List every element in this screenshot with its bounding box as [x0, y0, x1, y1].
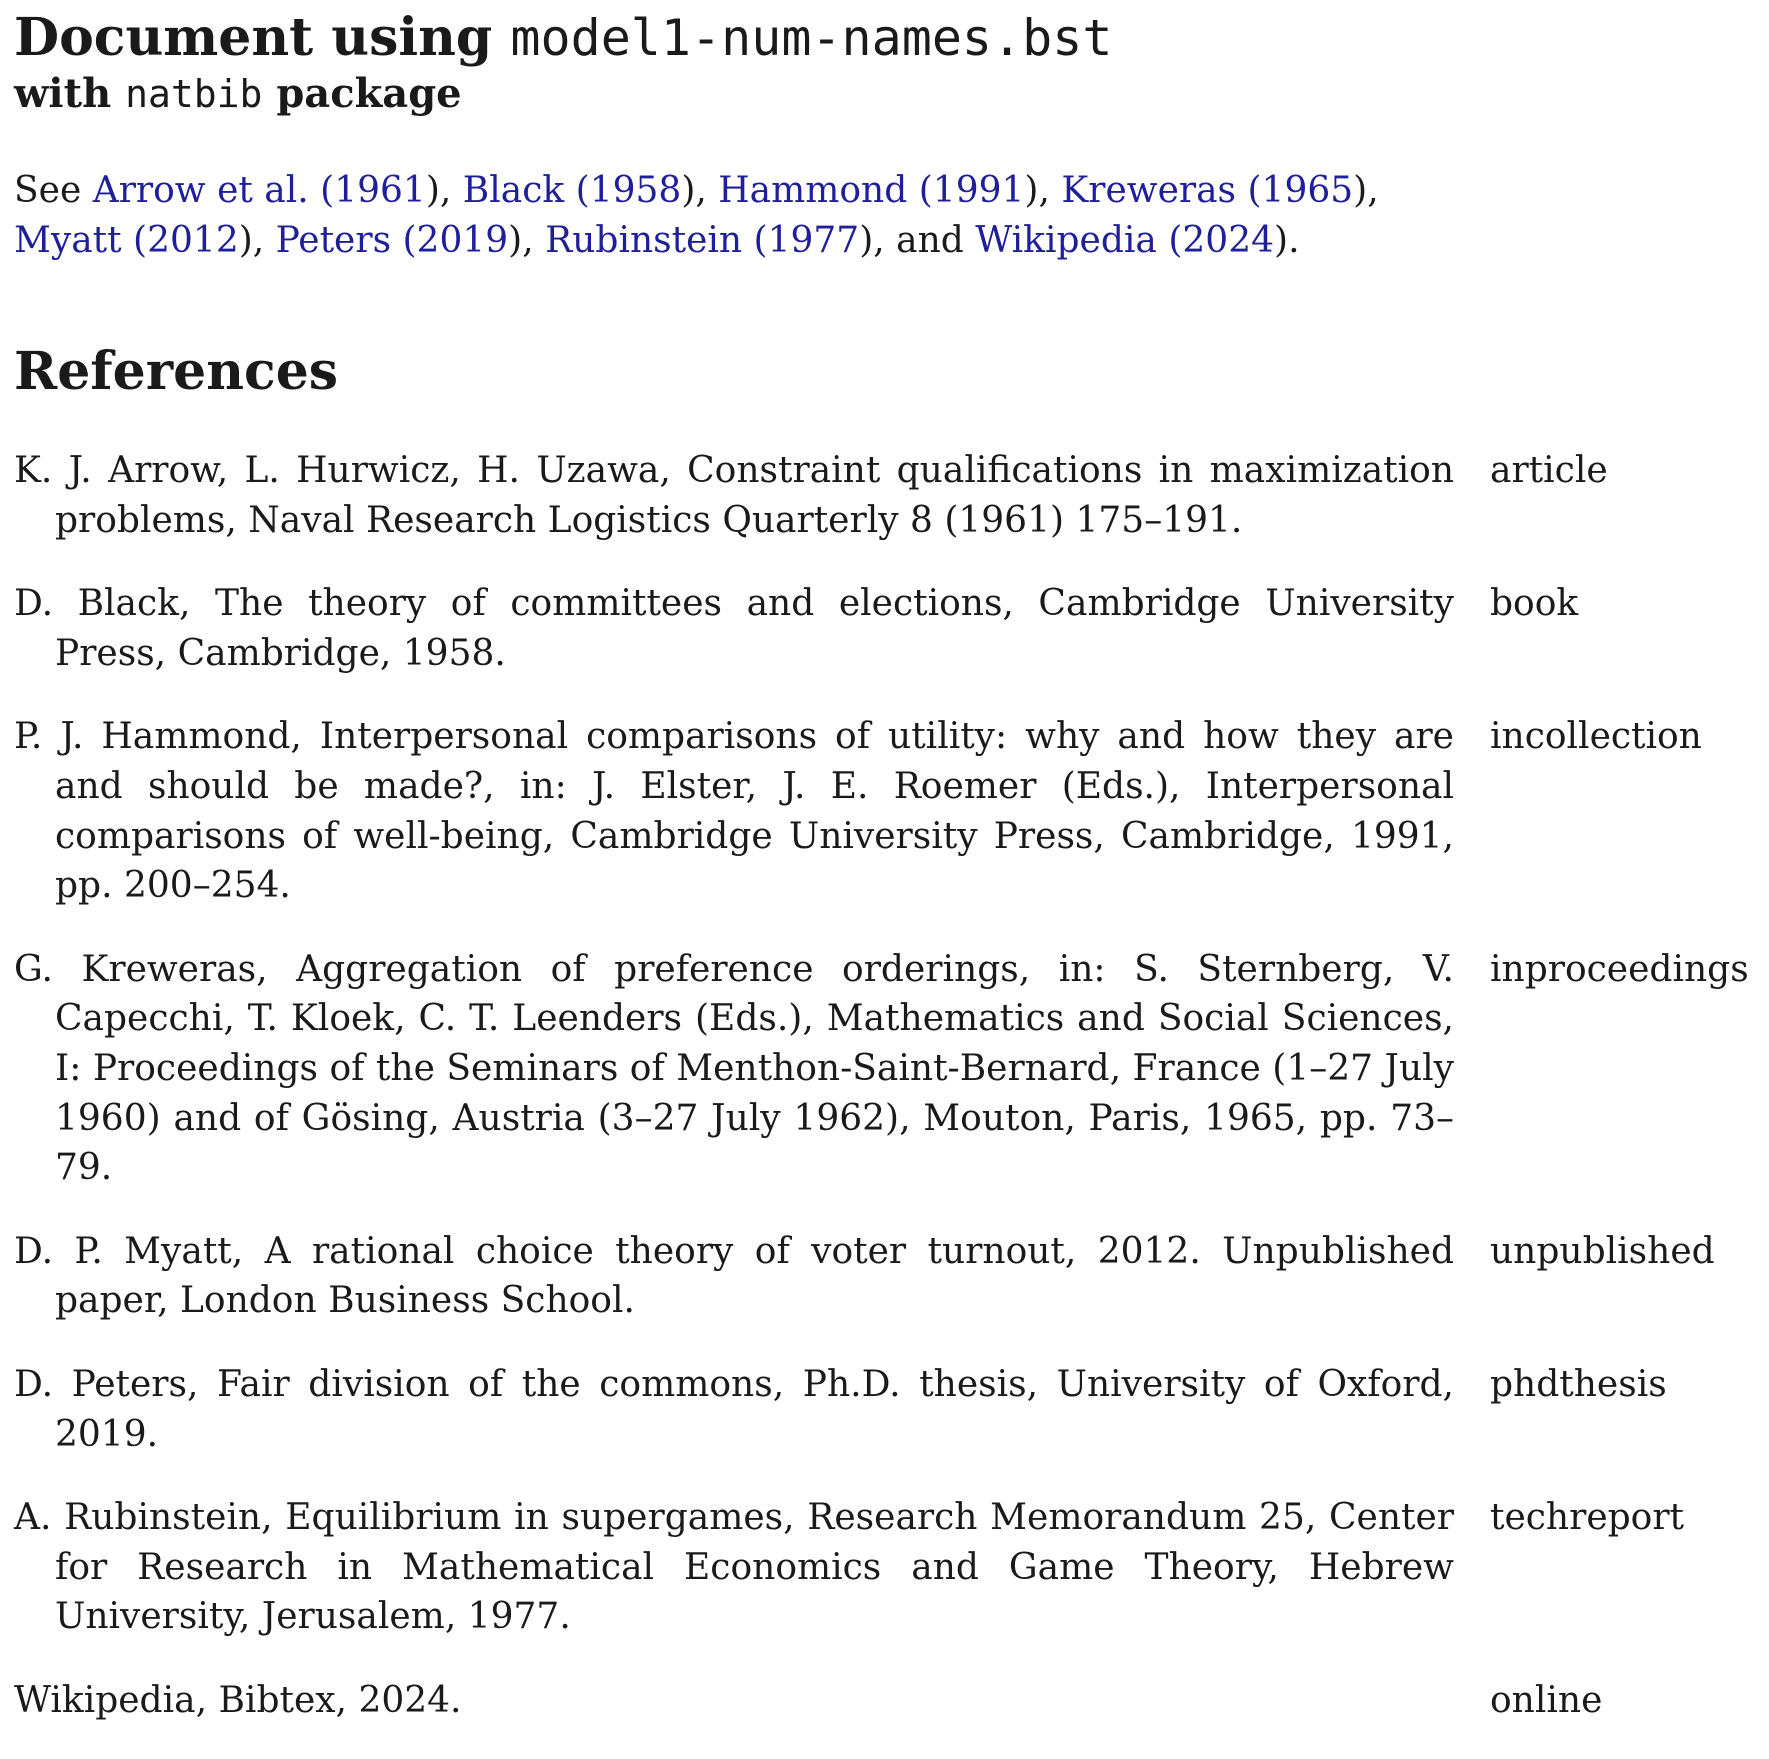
citation-link[interactable]: Arrow et al. (1961: [92, 170, 426, 211]
citation-year: 1958: [589, 170, 682, 211]
citation-separator: ,: [252, 220, 276, 261]
reference-text: D. P. Myatt, A rational choice theory of voter turnout, 2012. Unpublished paper, London Business School.: [14, 1230, 1454, 1322]
reference-text: G. Kreweras, Aggregation of preference orderings, in: S. Sternberg, V. Capecchi, T. Kloek, C. T. Leenders (Eds.), Mathematics and Social Sciences, I: Proceedings of the Seminars of Menthon-Saint-Bernard, France (1–27 July 1960) and of Gösing, Austria (3–27 July 1962), Mouton, Paris, 1965, pp. 73–79.: [14, 948, 1454, 1189]
citation-link[interactable]: Hammond (1991: [718, 170, 1025, 211]
citation-link[interactable]: Kreweras (1965: [1061, 170, 1354, 211]
document-title: [14, 6, 1112, 70]
citation-year: 1977: [767, 220, 860, 261]
citation-separator: ,: [1038, 170, 1062, 211]
citation-author: Peters: [275, 220, 392, 261]
reference-entry: [14, 1493, 1754, 1642]
title-filename: model1-num-names.bst: [510, 9, 1113, 67]
citation-separator: .: [1288, 220, 1300, 261]
citation-year: 2024: [1182, 220, 1275, 261]
reference-entry: [14, 446, 1754, 545]
citation-separator: ,: [695, 170, 719, 211]
reference-type: phdthesis: [1490, 1363, 1667, 1405]
citation-author: Kreweras: [1061, 170, 1237, 211]
subtitle-prefix: with: [14, 70, 126, 117]
reference-type: inproceedings: [1490, 948, 1749, 990]
citation-year: 1961: [334, 170, 426, 211]
reference-type: online: [1490, 1679, 1603, 1721]
citation-link[interactable]: Black (1958: [462, 170, 682, 211]
reference-text: D. Black, The theory of committees and elections, Cambridge University Press, Cambridge, 1958.: [14, 583, 1454, 674]
subtitle-package: natbib: [125, 72, 263, 116]
reference-entry: [14, 712, 1754, 910]
citation-author: Myatt: [14, 220, 122, 261]
citation-year: 1991: [932, 170, 1025, 211]
reference-text: P. J. Hammond, Interpersonal comparisons of utility: why and how they are and should be made?, in: J. Elster, J. E. Roemer (Eds.), Interpersonal comparisons of well-being, Cambridge University Press, Cambridge, 1991, pp. 200–254.: [14, 716, 1454, 907]
reference-text: Wikipedia, Bibtex, 2024.: [14, 1679, 462, 1721]
reference-type: incollection: [1490, 716, 1702, 758]
reference-type: article: [1490, 450, 1608, 491]
reference-text: A. Rubinstein, Equilibrium in supergames, Research Memorandum 25, Center for Research in Mathematical Economics and Game Theory, Hebrew University, Jerusalem, 1977.: [14, 1497, 1454, 1638]
subtitle-suffix: package: [262, 70, 462, 117]
citation-author: Arrow et al.: [92, 170, 309, 211]
citation-link[interactable]: Rubinstein (1977: [545, 220, 860, 261]
citation-author: Wikipedia: [975, 220, 1157, 261]
reference-entry: [14, 1360, 1754, 1459]
citation-separator: , and: [873, 220, 976, 261]
citation-author: Black: [462, 170, 565, 211]
citation-separator: ,: [439, 170, 463, 211]
citation-author: Hammond: [718, 170, 908, 211]
intro-lead: See: [14, 170, 93, 211]
references-heading: References: [14, 341, 339, 402]
citation-link[interactable]: Peters (2019: [275, 220, 509, 261]
citation-year: 2012: [147, 220, 239, 261]
citation-author: Rubinstein: [545, 220, 743, 261]
reference-entry: [14, 945, 1754, 1193]
reference-type: techreport: [1490, 1497, 1685, 1539]
citation-separator: ,: [522, 220, 546, 261]
citation-year: 2019: [416, 220, 509, 261]
citation-link[interactable]: Wikipedia (2024: [975, 220, 1275, 261]
reference-entry: [14, 1676, 1754, 1726]
reference-type: book: [1490, 583, 1579, 625]
citation-link[interactable]: Myatt (2012: [14, 220, 239, 261]
reference-entry: [14, 1227, 1754, 1326]
reference-entry: [14, 579, 1754, 678]
reference-text: D. Peters, Fair division of the commons, Ph.D. thesis, University of Oxford, 2019.: [14, 1363, 1454, 1455]
reference-list: [14, 446, 1754, 1759]
document-subtitle: [14, 68, 462, 120]
citation-separator: ,: [1367, 170, 1379, 211]
reference-type: unpublished: [1490, 1230, 1715, 1272]
title-prefix: Document using: [14, 7, 511, 68]
intro-paragraph: See Arrow et al. (1961), Black (1958), Hammond (1991), Kreweras (1965), Myatt (2012), Peters (2019), Rubinstein (1977), and Wikipedia (2024).: [14, 170, 1379, 261]
reference-text: K. J. Arrow, L. Hurwicz, H. Uzawa, Constraint qualifications in maximization problems, Naval Research Logistics Quarterly 8 (1961) 175–191.: [14, 450, 1454, 541]
citation-year: 1965: [1261, 170, 1354, 211]
